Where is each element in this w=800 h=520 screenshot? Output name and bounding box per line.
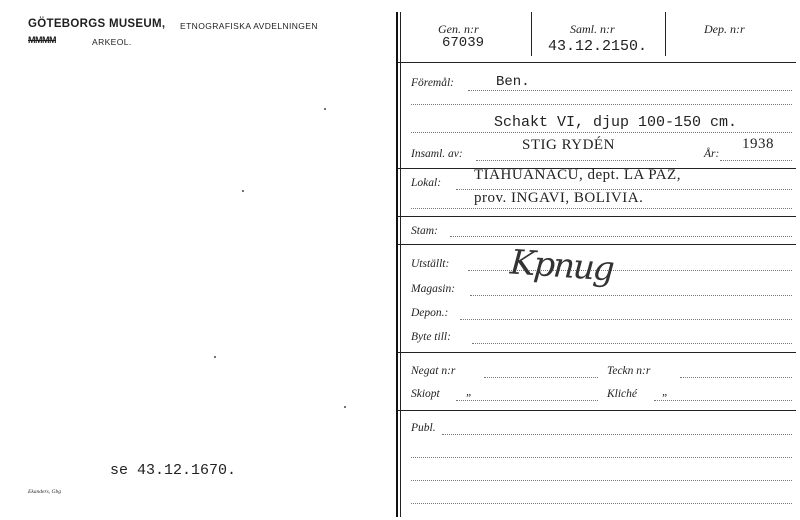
handwritten-note: Kpnug [508,242,615,290]
stam-label: Stam: [411,225,438,237]
negat-line [484,377,598,378]
publ-line [411,503,792,504]
publ-line [411,457,792,458]
gen-value: 67039 [442,35,485,51]
negat-label: Negat n:r [411,365,456,377]
insaml-label: Insaml. av: [411,148,463,160]
ar-value: 1938 [742,136,774,152]
lokal-line [411,208,792,209]
rule [398,62,796,63]
byte-label: Byte till: [411,331,451,343]
subdepartment-name: ARKEOL. [92,37,132,47]
box-divider [665,12,666,56]
insaml-value: STIG RYDÉN [522,137,615,153]
foremal-line [468,90,792,91]
publ-line [411,480,792,481]
skiopt-label: Skiopt [411,388,440,400]
skiopt-line [456,400,598,401]
klishe-line [654,400,792,401]
dep-label: Dep. n:r [704,22,745,36]
byte-line [472,343,792,344]
ar-label: År: [704,148,720,160]
depon-line [460,319,792,320]
gen-label: Gen. n:r [438,22,479,36]
insaml-line [476,160,676,161]
klishe-label: Kliché [607,388,638,400]
rule [398,410,796,411]
museum-name: GÖTEBORGS MUSEUM, [28,18,166,30]
teckn-label: Teckn n:r [607,365,651,377]
foremal-label: Föremål: [411,77,455,89]
blank-line [411,132,792,133]
paper-speck [324,108,326,110]
publ-label: Publ. [411,422,436,434]
depon-label: Depon.: [411,307,449,319]
struck-word: MMMM [28,35,56,45]
paper-speck [344,406,346,408]
main-divider [396,12,398,517]
lokal-label: Lokal: [411,177,442,189]
rule [398,352,796,353]
saml-value: 43.12.2150. [548,38,648,55]
skiopt-ditto: „ [466,386,473,398]
blank-line [411,104,792,105]
saml-label: Saml. n:r [570,22,615,36]
publ-line [442,434,792,435]
rule [398,244,796,245]
description-value: Schakt VI, djup 100-150 cm. [494,114,738,131]
main-divider-inner [400,12,401,517]
utstallt-label: Utställt: [411,258,450,270]
box-divider [531,12,532,56]
teckn-line [680,377,792,378]
paper-speck [242,190,244,192]
magasin-line [470,295,792,296]
printer-imprint: Ekanders, Gbg [28,489,61,495]
rule [398,216,796,217]
paper-speck [214,356,216,358]
ar-line [720,160,792,161]
foremal-value: Ben. [496,74,530,90]
klishe-ditto: „ [662,386,669,398]
cross-reference: se 43.12.1670. [110,462,237,479]
magasin-label: Magasin: [411,283,456,295]
lokal-line2-value: prov. INGAVI, BOLIVIA. [474,190,644,206]
stam-line [450,236,792,237]
department-name: ETNOGRAFISKA AVDELNINGEN [180,21,318,31]
lokal-line1-value: TIAHUANACU, dept. LA PAZ, [474,167,681,183]
